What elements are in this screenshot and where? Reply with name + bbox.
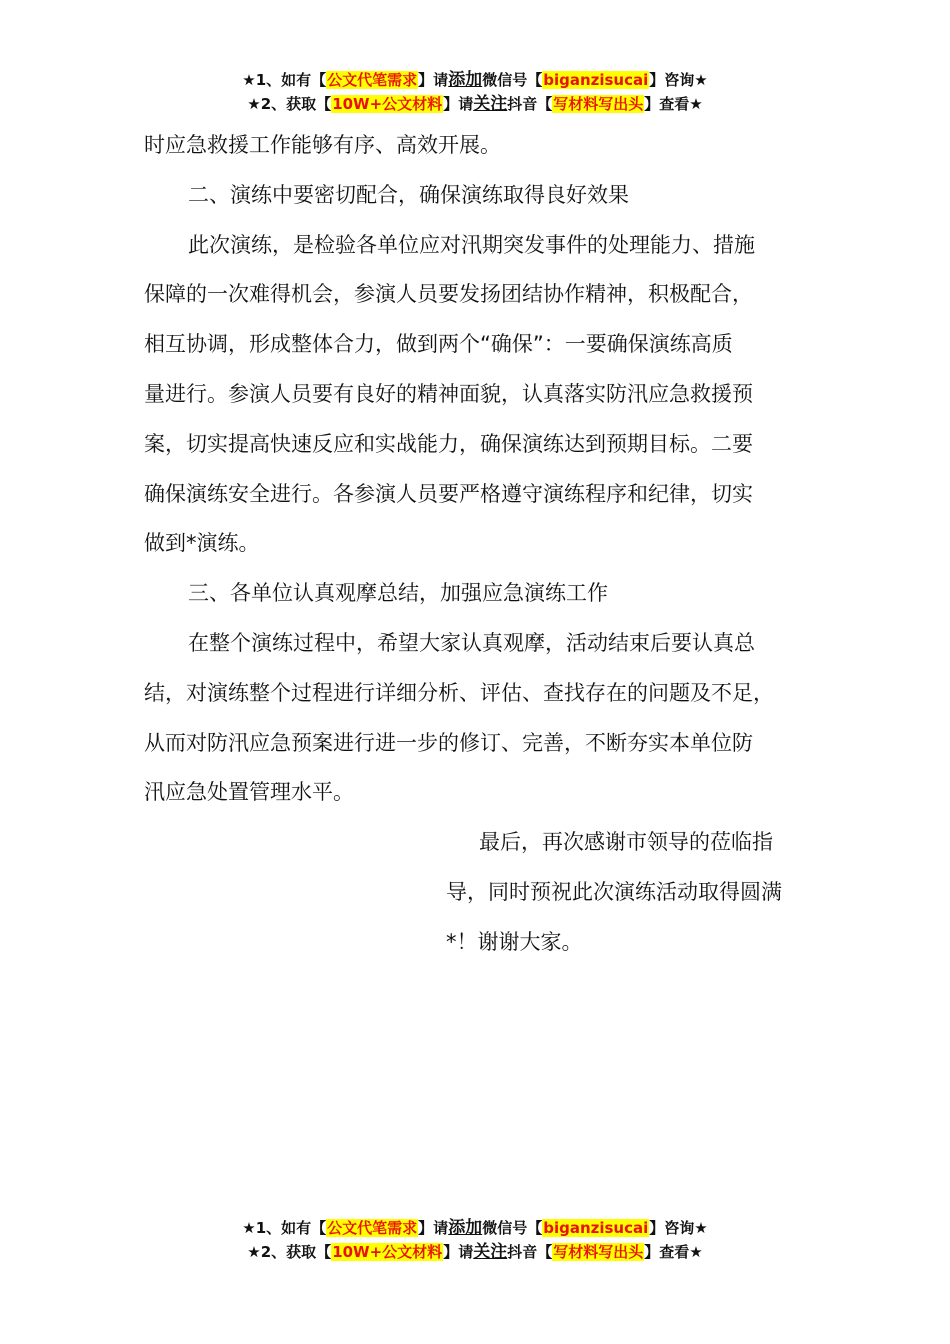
banner-text: 微信号【	[482, 1219, 543, 1237]
banner-highlight: biganzisucai	[543, 71, 649, 89]
body-line: 保障的一次难得机会，参演人员要发扬团结协作精神，积极配合，	[144, 282, 753, 307]
banner-text: 】咨询★	[649, 1219, 708, 1237]
banner-text: 】咨询★	[649, 71, 708, 89]
body-line: 相互协调，形成整体合力，做到两个“确保”：一要确保演练高质	[144, 332, 733, 357]
banner-text: 】查看★	[644, 95, 703, 113]
banner-text: 】请	[418, 1219, 449, 1237]
banner-highlight: 写材料写出头	[553, 95, 644, 113]
banner-highlight: 公文代笔需求	[327, 1219, 418, 1237]
closing-line: 最后，再次感谢市领导的莅临指	[479, 830, 773, 854]
closing-line: *！谢谢大家。	[446, 930, 583, 954]
body-line: 此次演练，是检验各单位应对汛期突发事件的处理能力、措施	[188, 232, 755, 257]
banner-text: ★2、获取【	[247, 95, 332, 113]
body-line: 案，切实提高快速反应和实战能力，确保演练达到预期目标。二要	[144, 431, 753, 456]
banner-highlight: 写材料写出头	[553, 1243, 644, 1261]
banner-text: 抖音【	[507, 95, 553, 113]
banner-underlined: 添加	[448, 70, 483, 90]
section-heading: 二、演练中要密切配合，确保演练取得良好效果	[188, 182, 629, 207]
banner-underlined: 关注	[473, 94, 508, 114]
body-line: 汛应急处置管理水平。	[144, 780, 354, 805]
banner-highlight: 公文代笔需求	[327, 71, 418, 89]
banner-text: 】请	[443, 95, 474, 113]
banner-highlight: 10W+公文材料	[332, 1243, 443, 1261]
banner-underlined: 添加	[448, 1218, 483, 1238]
banner-text: 】查看★	[644, 1243, 703, 1261]
body-line: 做到*演练。	[144, 531, 260, 556]
banner-line-1	[0, 68, 950, 92]
banner-text: 微信号【	[482, 71, 543, 89]
bottom-banner	[0, 1216, 950, 1264]
banner-line-2	[0, 92, 950, 116]
body-line: 结，对演练整个过程进行详细分析、评估、查找存在的问题及不足，	[144, 680, 774, 705]
top-banner	[0, 68, 950, 116]
section-heading: 三、各单位认真观摩总结，加强应急演练工作	[188, 581, 608, 606]
body-line: 在整个演练过程中，希望大家认真观摩，活动结束后要认真总	[188, 630, 755, 655]
banner-text: ★1、如有【	[242, 1219, 327, 1237]
document-body	[144, 121, 834, 818]
banner-text: ★1、如有【	[242, 71, 327, 89]
banner-underlined: 关注	[473, 1242, 508, 1262]
closing-line: 导，同时预祝此次演练活动取得圆满	[446, 880, 782, 904]
body-line: 从而对防汛应急预案进行进一步的修订、完善，不断夯实本单位防	[144, 730, 753, 755]
banner-text: 抖音【	[507, 1243, 553, 1261]
banner-text: 】请	[418, 71, 449, 89]
banner-highlight: 10W+公文材料	[332, 95, 443, 113]
banner-line-2	[0, 1240, 950, 1264]
body-line: 时应急救援工作能够有序、高效开展。	[144, 133, 501, 157]
body-line: 确保演练安全进行。各参演人员要严格遵守演练程序和纪律，切实	[144, 481, 753, 506]
banner-highlight: biganzisucai	[543, 1219, 649, 1237]
body-line: 量进行。参演人员要有良好的精神面貌，认真落实防汛应急救援预	[144, 381, 753, 406]
banner-line-1	[0, 1216, 950, 1240]
banner-text: ★2、获取【	[247, 1243, 332, 1261]
banner-text: 】请	[443, 1243, 474, 1261]
